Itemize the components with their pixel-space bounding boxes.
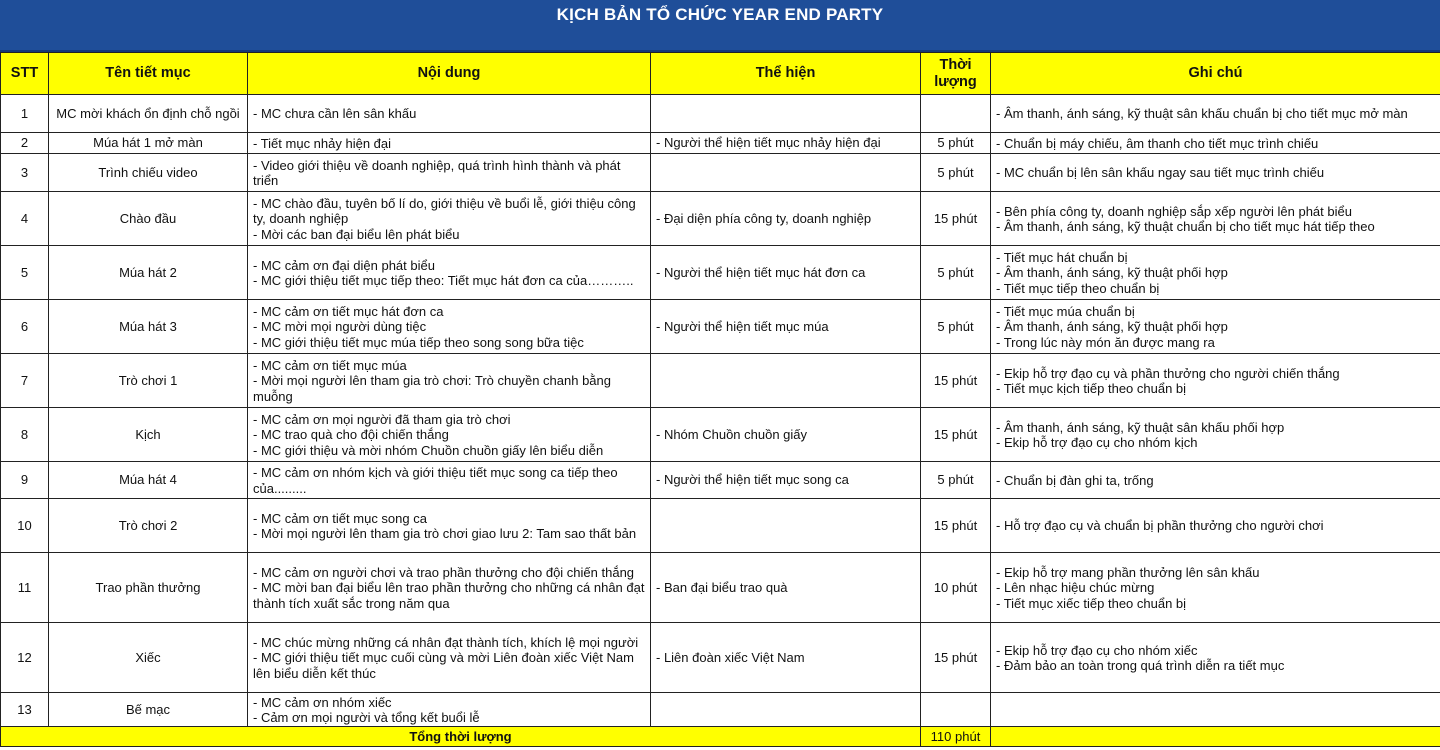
row-content <box>248 462 651 499</box>
table-row <box>1 300 1440 354</box>
row-performer: - Người thể hiện tiết mục song ca <box>651 462 921 499</box>
row-name: Múa hát 2 <box>49 246 248 300</box>
row-content-line: - MC cảm ơn người chơi và trao phần thưởng cho đội chiến thắng <box>253 564 635 580</box>
row-name: Chào đầu <box>49 192 248 246</box>
row-duration: 15 phút <box>921 499 991 553</box>
row-note-line: - Âm thanh, ánh sáng, kỹ thuật chuẩn bị cho tiết mục hát tiếp theo <box>996 219 1375 234</box>
row-content-line: - Cảm ơn mọi người và tổng kết buổi lễ <box>253 710 480 725</box>
row-content-line: - MC chúc mừng những cá nhân đạt thành tích, khích lệ mọi người <box>253 634 639 650</box>
row-content-line: - Mời mọi người lên tham gia trò chơi giao lưu 2: Tam sao thất bản <box>253 526 637 541</box>
row-performer: - Người thể hiện tiết mục múa <box>651 300 921 354</box>
row-stt: 8 <box>1 408 49 462</box>
row-content <box>248 693 651 727</box>
row-note-line: - MC chuẩn bị lên sân khấu ngay sau tiết mục trình chiếu <box>996 165 1325 181</box>
table-row <box>1 154 1440 192</box>
row-note <box>991 300 1440 354</box>
row-note <box>991 354 1440 408</box>
row-stt: 12 <box>1 623 49 693</box>
row-content <box>248 246 651 300</box>
total-duration: 110 phút <box>921 727 991 747</box>
row-note-line: - Âm thanh, ánh sáng, kỹ thuật phối hợp <box>996 265 1228 281</box>
row-note <box>991 246 1440 300</box>
row-stt: 9 <box>1 462 49 499</box>
row-content-line: - MC giới thiệu tiết mục tiếp theo: Tiết mục hát đơn ca của……….. <box>253 273 634 288</box>
row-stt: 3 <box>1 154 49 192</box>
row-note-line: - Tiết mục tiếp theo chuẩn bị <box>996 280 1160 296</box>
row-content-line: - MC giới thiệu tiết mục cuối cùng và mời Liên đoàn xiếc Việt Nam lên biểu diễn kết thúc <box>253 650 634 681</box>
row-content-line: - MC giới thiệu tiết mục múa tiếp theo song song bữa tiệc <box>253 334 584 350</box>
row-performer: - Người thể hiện tiết mục nhảy hiện đại <box>651 133 921 154</box>
row-note-line: - Hỗ trợ đạo cụ và chuẩn bị phần thưởng cho người chơi <box>996 518 1324 534</box>
row-name: Trình chiếu video <box>49 154 248 192</box>
page-title: KỊCH BẢN TỔ CHỨC YEAR END PARTY <box>0 0 1440 52</box>
total-note-empty <box>991 727 1440 747</box>
row-note <box>991 133 1440 154</box>
row-note-line: - Tiết mục kịch tiếp theo chuẩn bị <box>996 381 1187 396</box>
row-note-line: - Trong lúc này món ăn được mang ra <box>996 334 1215 350</box>
row-duration: 10 phút <box>921 553 991 623</box>
row-note-line: - Chuẩn bị máy chiếu, âm thanh cho tiết mục trình chiếu <box>996 135 1319 151</box>
row-note <box>991 553 1440 623</box>
row-performer <box>651 154 921 192</box>
row-duration: 15 phút <box>921 354 991 408</box>
col-header-note: Ghi chú <box>991 53 1440 95</box>
row-name: Bế mạc <box>49 693 248 727</box>
row-content-line: - MC chưa cần lên sân khấu <box>253 106 417 122</box>
col-header-performer: Thể hiện <box>651 53 921 95</box>
row-note-line: - Chuẩn bị đàn ghi ta, trống <box>996 472 1154 488</box>
row-content-line: - MC cảm ơn tiết mục múa <box>253 357 407 373</box>
row-note-line: - Tiết mục xiếc tiếp theo chuẩn bị <box>996 595 1187 611</box>
row-note <box>991 623 1440 693</box>
row-stt: 5 <box>1 246 49 300</box>
row-stt: 6 <box>1 300 49 354</box>
col-header-stt: STT <box>1 53 49 95</box>
row-duration: 15 phút <box>921 623 991 693</box>
total-row <box>1 727 1440 747</box>
row-note-line: - Ekip hỗ trợ mang phần thưởng lên sân khấu <box>996 564 1260 580</box>
table-row <box>1 354 1440 408</box>
row-performer <box>651 95 921 133</box>
row-stt: 10 <box>1 499 49 553</box>
row-duration: 5 phút <box>921 300 991 354</box>
row-note-line: - Bên phía công ty, doanh nghiệp sắp xếp người lên phát biểu <box>996 203 1352 219</box>
row-note-line: - Ekip hỗ trợ đạo cụ cho nhóm xiếc <box>996 642 1198 658</box>
row-content <box>248 408 651 462</box>
table-header-row <box>1 53 1440 95</box>
row-stt: 13 <box>1 693 49 727</box>
row-duration: 5 phút <box>921 246 991 300</box>
row-content-line: - MC mời mọi người dùng tiệc <box>253 319 427 335</box>
row-duration <box>921 95 991 133</box>
row-content-line: - MC cảm ơn mọi người đã tham gia trò chơi <box>253 411 511 427</box>
row-name: Múa hát 4 <box>49 462 248 499</box>
row-content <box>248 192 651 246</box>
row-name: Múa hát 3 <box>49 300 248 354</box>
row-stt: 1 <box>1 95 49 133</box>
row-duration: 5 phút <box>921 462 991 499</box>
table-row <box>1 133 1440 154</box>
total-label: Tổng thời lượng <box>1 727 921 747</box>
table-row <box>1 693 1440 727</box>
row-content-line: - Mời các ban đại biểu lên phát biểu <box>253 226 460 242</box>
row-content <box>248 133 651 154</box>
row-note-line: - Âm thanh, ánh sáng, kỹ thuật sân khấu phối hợp <box>996 419 1285 435</box>
row-name: Trao phần thưởng <box>49 553 248 623</box>
row-content <box>248 300 651 354</box>
row-performer: - Nhóm Chuồn chuồn giấy <box>651 408 921 462</box>
table-row <box>1 192 1440 246</box>
row-content-line: - MC cảm ơn tiết mục hát đơn ca <box>253 303 444 319</box>
row-content-line: - Tiết mục nhảy hiện đại <box>253 135 392 151</box>
row-content-line: - MC cảm ơn nhóm xiếc <box>253 694 392 710</box>
row-note <box>991 192 1440 246</box>
col-header-content: Nội dung <box>248 53 651 95</box>
row-name: Xiếc <box>49 623 248 693</box>
row-note-line: - Tiết mục múa chuẩn bị <box>996 303 1135 319</box>
row-content <box>248 499 651 553</box>
row-note <box>991 154 1440 192</box>
row-performer: - Ban đại biểu trao quà <box>651 553 921 623</box>
row-note <box>991 95 1440 133</box>
row-note <box>991 408 1440 462</box>
row-name: Trò chơi 1 <box>49 354 248 408</box>
row-content-line: - MC mời ban đại biểu lên trao phần thưởng cho những cá nhân đạt thành tích xuất sắc trong năm qua <box>253 580 645 611</box>
row-performer <box>651 499 921 553</box>
row-content-line: - MC trao quà cho đội chiến thắng <box>253 427 449 443</box>
row-duration: 15 phút <box>921 192 991 246</box>
row-note-line: - Tiết mục hát chuẩn bị <box>996 249 1128 265</box>
row-performer: - Đại diện phía công ty, doanh nghiệp <box>651 192 921 246</box>
row-performer <box>651 354 921 408</box>
row-note-line: - Âm thanh, ánh sáng, kỹ thuật phối hợp <box>996 319 1228 335</box>
row-performer <box>651 693 921 727</box>
row-stt: 4 <box>1 192 49 246</box>
row-content-line: - Mời mọi người lên tham gia trò chơi: Trò chuyền chanh bằng muỗng <box>253 373 612 404</box>
row-performer: - Người thể hiện tiết mục hát đơn ca <box>651 246 921 300</box>
row-name: Trò chơi 2 <box>49 499 248 553</box>
row-note-line: - Ekip hỗ trợ đạo cụ và phần thưởng cho người chiến thắng <box>996 365 1340 381</box>
row-note-line: - Đảm bảo an toàn trong quá trình diễn ra tiết mục <box>996 658 1285 673</box>
row-content-line: - MC cảm ơn tiết mục song ca <box>253 510 427 526</box>
table-body <box>1 95 1440 727</box>
table-row <box>1 95 1440 133</box>
table-row <box>1 553 1440 623</box>
row-content-line: - MC cảm ơn nhóm kịch và giới thiệu tiết mục song ca tiếp theo của......... <box>253 465 618 496</box>
table-row <box>1 462 1440 499</box>
row-duration: 5 phút <box>921 154 991 192</box>
row-content-line: - MC cảm ơn đại diện phát biểu <box>253 257 435 273</box>
row-content <box>248 354 651 408</box>
row-note <box>991 499 1440 553</box>
row-note-line: - Ekip hỗ trợ đạo cụ cho nhóm kịch <box>996 435 1198 450</box>
row-name: Múa hát 1 mở màn <box>49 133 248 154</box>
col-header-duration: Thời lượng <box>921 53 991 95</box>
table-row <box>1 623 1440 693</box>
row-content-line: - MC chào đầu, tuyên bố lí do, giới thiệu về buổi lễ, giới thiệu công ty, doanh nghiệp <box>253 195 636 227</box>
row-content <box>248 623 651 693</box>
row-note-line: - Âm thanh, ánh sáng, kỹ thuật sân khấu chuẩn bị cho tiết mục mở màn <box>996 106 1408 122</box>
row-note <box>991 693 1440 727</box>
row-note <box>991 462 1440 499</box>
row-name: MC mời khách ổn định chỗ ngồi <box>49 95 248 133</box>
row-duration <box>921 693 991 727</box>
row-stt: 11 <box>1 553 49 623</box>
table-row <box>1 408 1440 462</box>
row-content-line: - Video giới thiệu về doanh nghiệp, quá trình hình thành và phát triển <box>253 157 621 188</box>
row-duration: 5 phút <box>921 133 991 154</box>
row-note-line: - Lên nhạc hiệu chúc mừng <box>996 580 1155 596</box>
row-duration: 15 phút <box>921 408 991 462</box>
row-content <box>248 154 651 192</box>
table-row <box>1 246 1440 300</box>
col-header-name: Tên tiết mục <box>49 53 248 95</box>
row-content-line: - MC giới thiệu và mời nhóm Chuồn chuồn giấy lên biểu diễn <box>253 442 604 458</box>
row-stt: 2 <box>1 133 49 154</box>
row-stt: 7 <box>1 354 49 408</box>
row-content <box>248 553 651 623</box>
row-content <box>248 95 651 133</box>
row-performer: - Liên đoàn xiếc Việt Nam <box>651 623 921 693</box>
table-row <box>1 499 1440 553</box>
event-script-table <box>0 52 1440 747</box>
row-name: Kịch <box>49 408 248 462</box>
